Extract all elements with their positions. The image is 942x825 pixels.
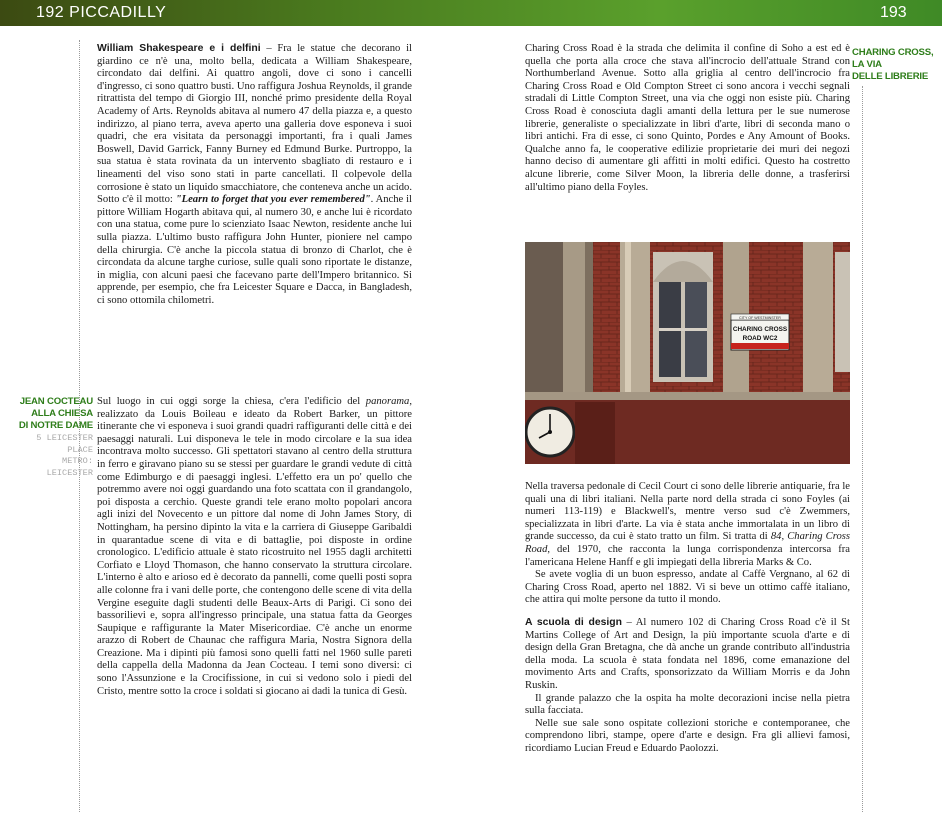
cecil-court-text-1: Nella traversa pedonale di Cecil Court ci sono delle librerie antiquarie, fra le quali una di libri italiani. Nella parte nord della strada ci sono Foyles (ai numeri 113-119) e Blackwell's, mentre verso sud c'è Zwemmers, specializzata in libri d'arte. La via è stata anche immortalata in un libro di grande successo, da cui è stato tratto un film. Si tratta di: [525, 481, 850, 543]
palazzo-paragraph: Il grande palazzo che la ospita ha molte decorazioni incise nella pietra sulla facciata.: [525, 692, 850, 717]
paragraph-spacer: [525, 607, 850, 617]
page-header-bar: [0, 0, 942, 26]
sign-line-1: CHARING CROSS: [732, 326, 788, 333]
sidebar-title-line: DELLE LIBRERIE: [852, 71, 929, 82]
sidebar-address-line: PLACE: [67, 444, 93, 455]
cocteau-text-2: , realizzato da Louis Boileau e ideato da Robert Barker, un pittore itinerante che vi esponeva i suoi grandi quadri raffiguranti delle città e dei paesaggi naturali. Lui disponeva le tele in modo circolare e la sua idea incontrava molto successo. Gli spettatori stavano al centro della struttura in ferro e giravano piano su se stessi per guardare le grandi vedute di città come Edimburgo e di paesaggi inglesi. L'effetto era un po' quello che potremmo avere noi oggi guardando una foto scattata con il grandangolo, poi disposta a cerchio. Queste grandi tele erano molto popolari ancora agli inizi del Novecento e un pittore dal nome di John James Story, di Nottingham, ha persino dipinto la vita e la carriera di Giuseppe Garibaldi in quarantadue scene di vita e di battaglie, poi disposte in ordine cronologico. L'edificio attuale è stato ricostruito nel 1955 dagli architetti Corfiato e Lloyd Thomason, che hanno conservato la struttura circolare. L'interno è alto e arioso ed è decorato da pannelli, come quelli posti sopra alle colonne fra i vani delle porte, che contengono delle scene di vita della Vergine eseguite dagli studenti delle Beaux-Arts di Parigi. Ci sono dei bassorilievi e, sopra all'ingresso principale, una statua fatta da Georges Saupique e raffigurante la Mater Misericordiae. C'è anche un enorme arazzo di Robert de Chaunac che raffigura Maria, Nostra Signora della Creazione. Ma i dipinti più famosi sono quelli fatti nel 1960 sulle pareti della cappella della Madonna da Jean Cocteau. I temi sono diversi: ci sono l'Assunzione e la Crocifissione, in cui si vedono solo i piedi del Cristo, mentre sotto la croce i soldati si giocano ai dadi la tunica di Gesù.: [97, 396, 412, 697]
right-page-number: 193: [880, 4, 907, 21]
design-school-text: – Al numero 102 di Charing Cross Road c'è il St Martins College of Art and Design, la più importante scuola d'arte e di design della Gran Bretagna, che dà anche un grande contributo all'industria della moda. La scuola è stata fondata nel 1896, come emanazione del movimento Arts and Crafts, sponsorizzato da William Morris e da John Ruskin.: [525, 616, 850, 691]
espresso-paragraph: Se avete voglia di un buon espresso, andate al Caffè Vergnano, al 62 di Charing Cross Road, aperto nel 1882. Vi si beve un ottimo caffè italiano, che attira qui molte persone da tutto il mondo.: [525, 569, 850, 606]
right-column-top: [525, 43, 850, 194]
sidebar-address-line: 5 LEICESTER: [36, 433, 93, 443]
building-facade-illustration: [525, 242, 850, 464]
left-column-bottom: [97, 396, 412, 698]
cocteau-sidebar-title: [9, 396, 93, 432]
street-sign-photo: [525, 242, 850, 464]
charing-cross-sidebar-title: [852, 47, 942, 83]
sidebar-title-line: ALLA CHIESA: [31, 408, 93, 419]
sidebar-title-line: CHARING CROSS,: [852, 47, 934, 58]
shakespeare-motto: "Learn to forget that you ever remembered": [175, 194, 371, 206]
sign-small-text: CITY OF WESTMINSTER: [739, 315, 781, 320]
shakespeare-text-1: – Fra le statue che decorano il giardino ce n'è una, molto bella, dedicata a William Shakespeare, circondato dai delfini. Ai quattro angoli, dove ci sono i cancelli d'ingresso, ci sono quattro busti. Uno raffigura Joshua Reynolds, il grande ritrattista del tempo di Giorgio III, nonché primo presidente della Royal Academy of Arts. Reynolds abitava al numero 47 della piazza e, a questo indirizzo, al piano terra, aveva aperto una galleria dove esponeva i suoi quadri, che era visitata da personaggi importanti, fra i quali James Boswell, David Garrick, Fanny Burney ed Edmund Burke. Purtroppo, la sua statua è stata rovinata da un intervento sbagliato di restauro e i lineamenti del viso sono stati in parte cancellati. Il colpevole della corrosione è stato un liquido smacchiatore, che conteneva anche un acido. Sotto c'è il motto:: [97, 43, 412, 206]
right-column-bottom: [525, 481, 850, 755]
design-school-heading: A scuola di design: [525, 616, 622, 628]
panorama-word: panorama: [365, 396, 410, 407]
charing-cross-paragraph: Charing Cross Road è la strada che delimita il confine di Soho a est ed è quella che porta alla croce che stava all'incrocio dell'attuale Strand con Northumberland Avenue. Sotto alla griglia al centro dell'incrocio fra Charing Cross Road e Old Compton Street ci sono ancora i vecchi segnali stradali di Little Compton Street, una via che oggi non esiste più. Charing Cross Road è conosciuta dagli amanti della lettura per le sue numerose librerie, generaliste o specializzate in libri d'arte, libri di seconda mano o libri antichi. Fra di esse, ci sono Quinto, Pordes e Any Amount of Books. Qualche anno fa, le cooperative edilizie proprietarie dei muri dei negozi hanno deciso di aumentare gli affitti in molti edifici. Questo ha costretto alcune librerie, come Silver Moon, la libreria delle donne, a trasferirsi all'ultimo piano della Foyles.: [525, 43, 850, 193]
sign-line-2: ROAD WC2: [742, 335, 778, 342]
sidebar-address-line: METRO:: [62, 456, 93, 467]
sidebar-title-line: LA VIA: [852, 59, 882, 70]
book-title: 84, Charing Cross Road: [525, 531, 851, 555]
left-column-top: [97, 43, 412, 307]
sidebar-address-line: LEICESTER: [46, 467, 93, 478]
sidebar-title-line: JEAN COCTEAU: [19, 396, 93, 407]
sidebar-title-line: DI NOTRE DAME: [18, 420, 93, 431]
cocteau-text-1: Sul luogo in cui oggi sorge la chiesa, c'era l'edificio del: [97, 396, 366, 407]
cocteau-paragraph: [97, 396, 412, 698]
cecil-court-paragraph: [525, 481, 850, 569]
shakespeare-text-2: . Anche il pittore William Hogarth abitava qui, al numero 30, e anche lui è ricordato con una statua, come pure lo scienziato Isaac Newton, residente anche lui sulla piazza. L'ultimo busto raffigura John Hunter, pioniere nel campo della chirurgia. C'è anche la piccola statua di bronzo di Charlot, che è circondata da alcune targhe curiose, sulle quali sono riportate le distanze, in miglia, con alcuni paesi che facevano parte dell'Impero britannico. Si apprende, per esempio, che fra Leicester Square e Dacca, in Bangladesh, ci sono ottomila chilometri.: [97, 194, 412, 306]
shakespeare-paragraph: [97, 43, 412, 307]
left-page-number-title: 192 PICCADILLY: [36, 4, 167, 21]
cecil-court-text-2: , del 1970, che racconta la lunga corrispondenza intercorsa fra l'americana Helene Hanff e gli impiegati della libreria Marks & Co.: [525, 543, 850, 568]
right-margin-rule: [862, 86, 863, 812]
design-school-paragraph: [525, 617, 850, 693]
shakespeare-heading: William Shakespeare e i delfini: [97, 43, 261, 54]
cocteau-sidebar-address: [0, 433, 93, 479]
collections-paragraph: Nelle sue sale sono ospitate collezioni storiche e contemporanee, che comprendono libri, stampe, opere d'arte e design. Fra gli allievi famosi, ricordiamo Lucian Freud e Eduardo Paolozzi.: [525, 717, 850, 754]
